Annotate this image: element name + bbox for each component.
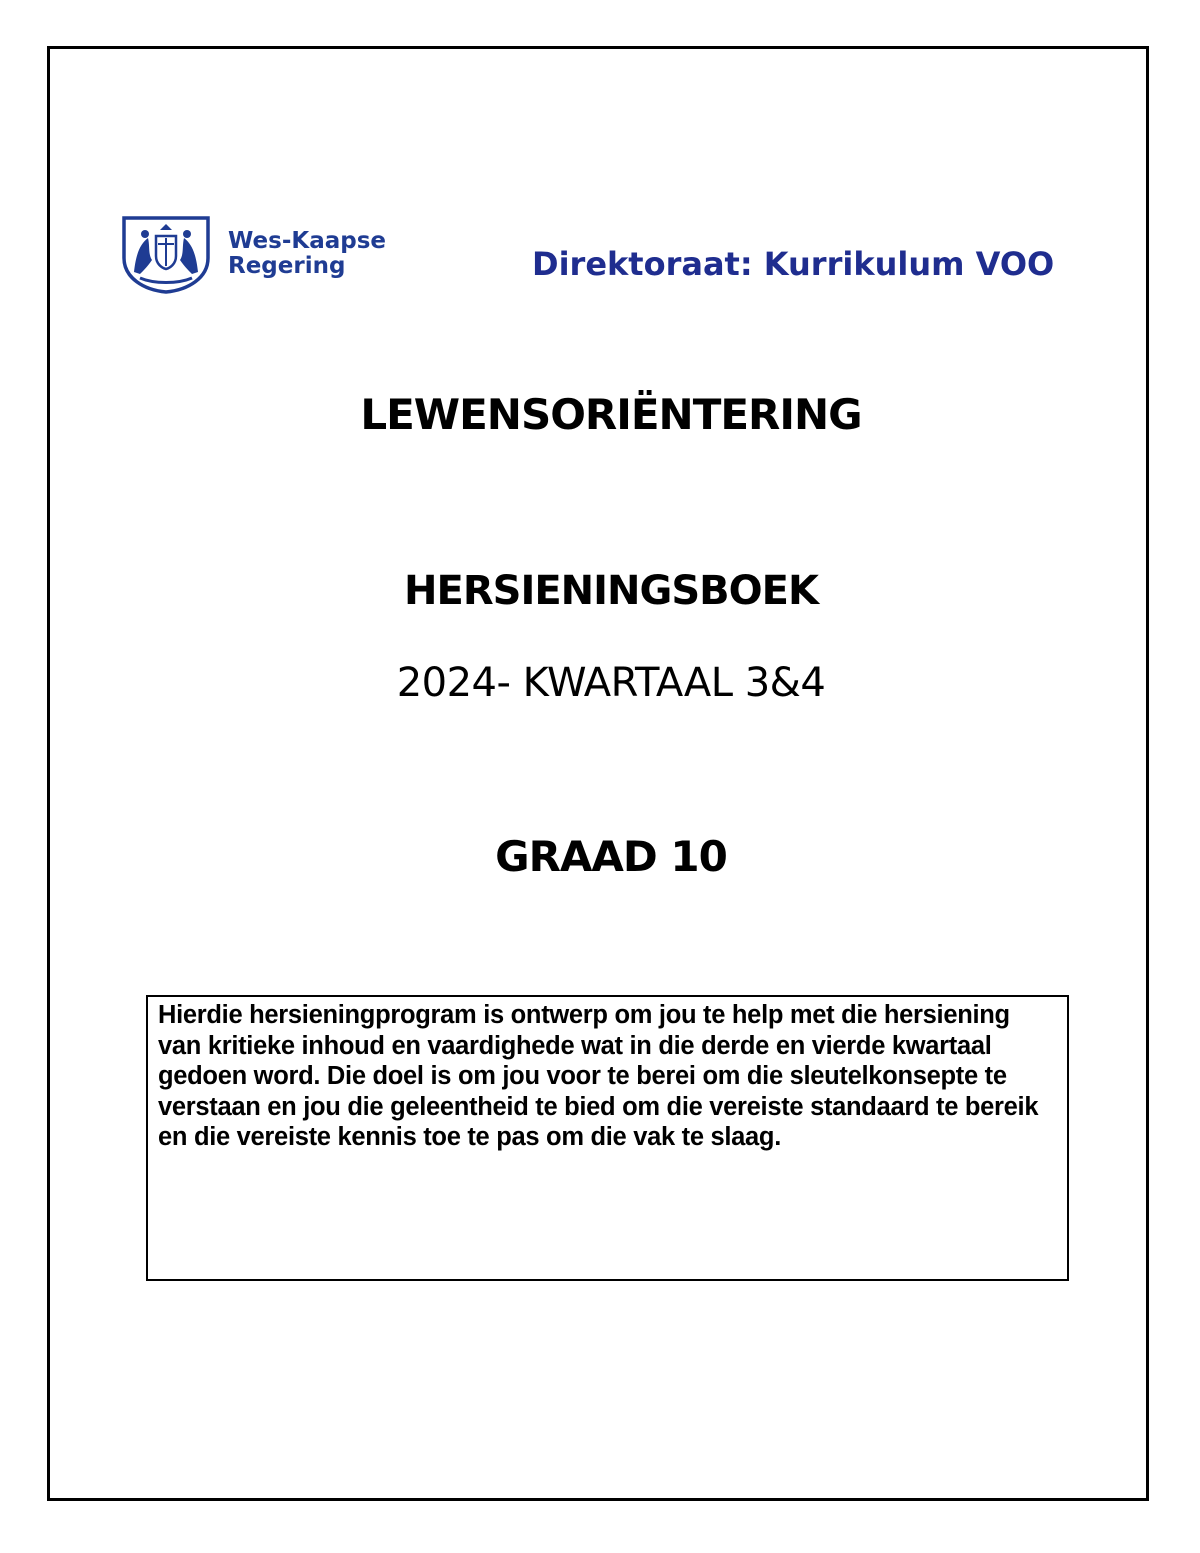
logo-wordmark <box>228 229 386 279</box>
intro-box: Hierdie hersieningprogram is ontwerp om jou te help met die hersiening van kritieke inhoud en vaardighede wat in die derde en vierde kwartaal gedoen word. Die doel is om jou voor te berei om die sleutelkonsepte te verstaan en jou die geleentheid te bied om die vereiste standaard te bereik en die vereiste kennis toe te pas om die vak te slaag. <box>146 995 1069 1281</box>
booklet-title: HERSIENINGSBOEK <box>404 568 818 614</box>
logo-line-2: Regering <box>228 253 346 279</box>
period-title: 2024- KWARTAAL 3&4 <box>396 660 826 706</box>
grade-title: GRAAD 10 <box>495 832 727 881</box>
logo-line-1: Wes-Kaapse <box>228 228 387 254</box>
government-logo <box>118 213 418 295</box>
directorate-heading: Direktoraat: Kurrikulum VOO <box>532 245 1055 283</box>
subject-title: LEWENSORIËNTERING <box>360 390 862 439</box>
coat-of-arms-icon <box>118 214 214 294</box>
